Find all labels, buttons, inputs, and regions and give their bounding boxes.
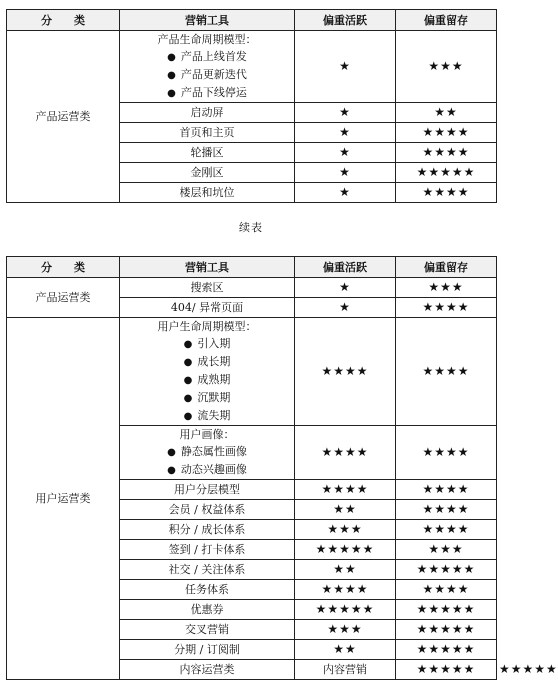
table-row: [7, 278, 497, 298]
header-activity: 偏重活跃: [295, 10, 396, 31]
table-row: 内容运营类 内容营销 ★★★★★ ★★★★★: [7, 660, 497, 680]
retention-stars: ★★: [396, 103, 497, 123]
header-retention: 偏重留存: [396, 10, 497, 31]
activity-stars: ★: [295, 298, 396, 318]
category-cell: 产品运营类: [7, 278, 120, 318]
header-row: [7, 257, 497, 278]
activity-stars: ★★: [295, 500, 396, 520]
header-category: 分 类: [7, 257, 120, 278]
tool-cell: 启动屏: [120, 103, 295, 123]
tool-cell: 优惠券: [120, 600, 295, 620]
tool-cell: 积分 / 成长体系: [120, 520, 295, 540]
tool-cell: 签到 / 打卡体系: [120, 540, 295, 560]
activity-stars: ★★: [295, 640, 396, 660]
bullet-list: [167, 443, 247, 479]
retention-stars: ★★★: [396, 540, 497, 560]
tool-cell: [120, 31, 295, 103]
activity-stars: ★★★: [295, 520, 396, 540]
retention-stars: ★★★★: [396, 520, 497, 540]
retention-stars: ★★★★: [396, 426, 497, 480]
retention-stars: ★★★★: [396, 183, 497, 203]
retention-stars: ★★★★★: [396, 163, 497, 183]
tool-cell: 用户分层模型: [120, 480, 295, 500]
tool-cell: 轮播区: [120, 143, 295, 163]
tool-cell: 楼层和坑位: [120, 183, 295, 203]
activity-stars: ★★: [295, 560, 396, 580]
list-item: ● 引入期: [184, 335, 231, 353]
header-tool: 营销工具: [120, 257, 295, 278]
retention-stars: ★★★★: [396, 318, 497, 426]
activity-stars: ★★★★: [295, 426, 396, 480]
activity-stars: ★: [295, 103, 396, 123]
table-row: [7, 31, 497, 103]
tool-title: 用户画像：: [179, 428, 235, 441]
category-cell: 产品运营类: [7, 31, 120, 203]
tool-title: 产品生命周期模型：: [157, 33, 257, 46]
activity-stars: ★★★★★: [396, 660, 497, 680]
tool-cell: 内容营销: [295, 660, 396, 680]
tool-cell: [120, 318, 295, 426]
list-item: ● 产品更新迭代: [167, 66, 247, 84]
tool-title: 用户生命周期模型：: [157, 320, 257, 333]
tool-cell: 会员 / 权益体系: [120, 500, 295, 520]
retention-stars: ★★★★: [396, 500, 497, 520]
list-item: ● 成长期: [184, 353, 231, 371]
tool-cell: 金刚区: [120, 163, 295, 183]
header-activity: 偏重活跃: [295, 257, 396, 278]
continued-label: 续表: [239, 221, 263, 234]
retention-stars: ★★★★★: [396, 560, 497, 580]
list-item: ● 动态兴趣画像: [167, 461, 247, 479]
activity-stars: ★★★: [295, 620, 396, 640]
retention-stars: ★★★★★: [396, 600, 497, 620]
list-item: ● 产品下线停运: [167, 84, 247, 102]
list-item: ● 沉默期: [184, 389, 231, 407]
activity-stars: ★: [295, 123, 396, 143]
tool-cell: [120, 426, 295, 480]
activity-stars: ★: [295, 183, 396, 203]
activity-stars: ★★★★: [295, 318, 396, 426]
retention-stars: ★★★★: [396, 143, 497, 163]
list-item: ● 成熟期: [184, 371, 231, 389]
retention-stars: ★★★★★: [396, 640, 497, 660]
activity-stars: ★★★★: [295, 480, 396, 500]
retention-stars: ★★★★★: [396, 620, 497, 640]
tool-cell: 任务体系: [120, 580, 295, 600]
header-retention: 偏重留存: [396, 257, 497, 278]
retention-stars: ★★★★: [396, 480, 497, 500]
tool-cell: 404/ 异常页面: [120, 298, 295, 318]
list-item: ● 静态属性画像: [167, 443, 247, 461]
activity-stars: ★: [295, 31, 396, 103]
list-item: ● 流失期: [184, 407, 231, 425]
retention-stars: ★★★★: [396, 580, 497, 600]
activity-stars: ★: [295, 278, 396, 298]
marketing-tools-table-continued: [6, 256, 558, 680]
table-row: [7, 318, 497, 426]
activity-stars: ★★★★★: [295, 540, 396, 560]
activity-stars: ★: [295, 163, 396, 183]
tool-cell: 社交 / 关注体系: [120, 560, 295, 580]
category-cell: 用户运营类: [7, 318, 120, 680]
activity-stars: ★: [295, 143, 396, 163]
tool-cell: 搜索区: [120, 278, 295, 298]
tool-cell: 交叉营销: [120, 620, 295, 640]
retention-stars: ★★★★: [396, 298, 497, 318]
bullet-list: [167, 48, 247, 102]
header-tool: 营销工具: [120, 10, 295, 31]
activity-stars: ★★★★★: [295, 600, 396, 620]
header-category: 分 类: [7, 10, 120, 31]
category-cell: 内容运营类: [120, 660, 295, 680]
retention-stars: ★★★★: [396, 123, 497, 143]
list-item: ● 产品上线首发: [167, 48, 247, 66]
tool-cell: 分期 / 订阅制: [120, 640, 295, 660]
retention-stars: ★★★: [396, 278, 497, 298]
marketing-tools-table: [6, 9, 497, 203]
bullet-list: [184, 335, 231, 425]
header-row: [7, 10, 497, 31]
retention-stars: ★★★: [396, 31, 497, 103]
tool-cell: 首页和主页: [120, 123, 295, 143]
activity-stars: ★★★★: [295, 580, 396, 600]
